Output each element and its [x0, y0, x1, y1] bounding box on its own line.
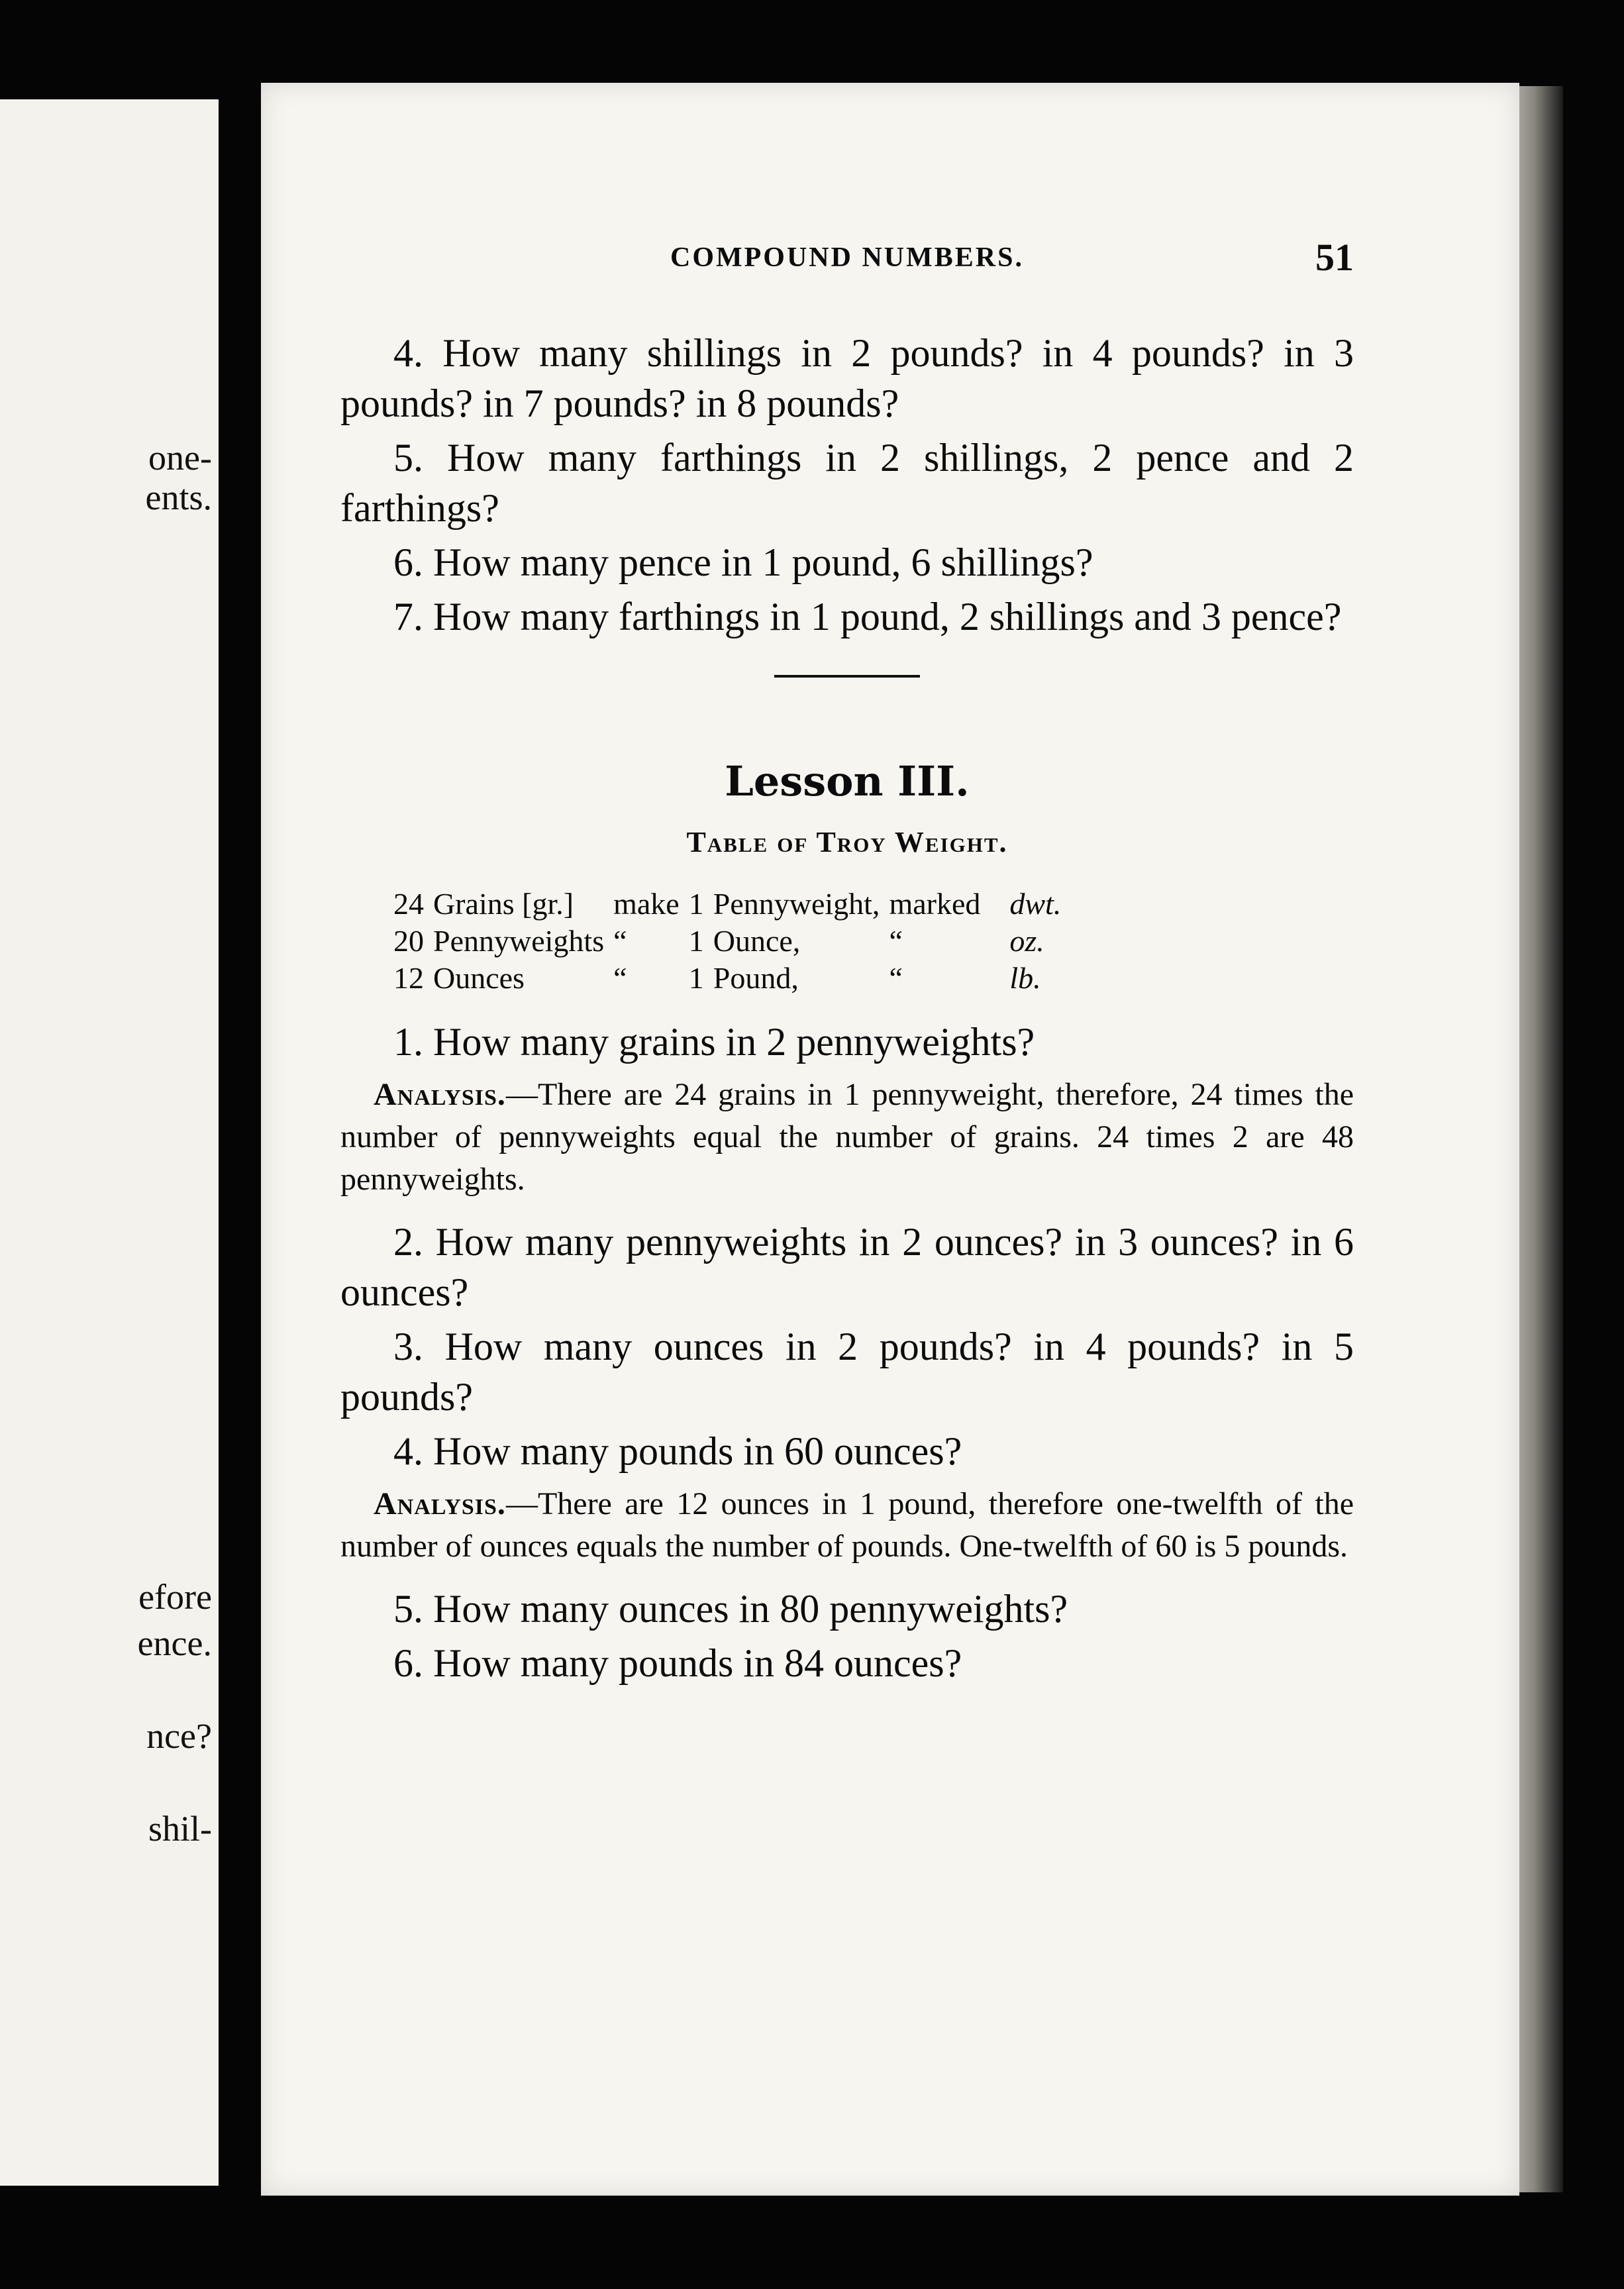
- table-cell-unit: Ounces: [433, 961, 525, 995]
- analysis-label: Analysis.: [374, 1486, 506, 1521]
- analysis-label: Analysis.: [374, 1077, 506, 1112]
- table-cell-mark: marked: [889, 887, 981, 921]
- page-content: [340, 235, 1354, 1692]
- table-cell-verb: “: [613, 924, 627, 958]
- question-item: 1. How many grains in 2 pennyweights?: [393, 1020, 1035, 1064]
- table-row: [393, 923, 1070, 960]
- table-cell-abbr: lb.: [1009, 961, 1041, 995]
- table-cell-result: Ounce,: [713, 924, 801, 958]
- table-title: Table of Troy Weight.: [686, 826, 1008, 858]
- right-page: [261, 83, 1519, 2196]
- question-item: 5. How many farthings in 2 shillings, 2 pence and 2 farthings?: [340, 436, 1354, 530]
- analysis-text: —There are 24 grains in 1 pennyweight, therefore, 24 times the number of pennyweights equal the number of grains. 24 times 2 are 48 pennyweights.: [340, 1077, 1354, 1197]
- table-cell-qty: 20: [393, 924, 424, 958]
- book-gutter: [219, 93, 261, 2212]
- question-item: 4. How many pounds in 60 ounces?: [393, 1429, 962, 1473]
- table-cell-mark: “: [889, 961, 903, 995]
- question-item: 6. How many pounds in 84 ounces?: [393, 1641, 962, 1685]
- left-page: [0, 99, 219, 2186]
- left-page-fragment: shil-: [148, 1809, 212, 1849]
- table-cell-result: Pound,: [713, 961, 799, 995]
- left-page-fragment: one-: [148, 438, 212, 478]
- section-divider: [774, 675, 920, 678]
- table-cell-abbr: dwt.: [1009, 887, 1062, 921]
- table-cell-abbr: oz.: [1009, 924, 1044, 958]
- table-cell-verb: “: [613, 961, 627, 995]
- table-cell-unit: Grains [gr.]: [433, 887, 574, 921]
- page-number: 51: [1315, 236, 1354, 279]
- table-cell-qty: 24: [393, 887, 424, 921]
- table-cell-unit: Pennyweights: [433, 924, 605, 958]
- troy-weight-table: [393, 886, 1070, 997]
- left-page-fragment: efore: [138, 1577, 212, 1617]
- table-cell-mark: “: [889, 924, 903, 958]
- left-page-fragment: ence.: [137, 1623, 212, 1663]
- analysis-text: —There are 12 ounces in 1 pound, therefore one-twelfth of the number of ounces equals the number of pounds. One-twelfth of 60 is 5 pounds.: [340, 1486, 1354, 1564]
- question-item: 4. How many shillings in 2 pounds? in 4 pounds? in 3 pounds? in 7 pounds? in 8 pounds?: [340, 331, 1354, 425]
- question-item: 2. How many pennyweights in 2 ounces? in 3 ounces? in 6 ounces?: [340, 1220, 1354, 1314]
- lesson-title: Lesson III.: [725, 757, 970, 805]
- running-head: [340, 235, 1354, 288]
- question-item: 3. How many ounces in 2 pounds? in 4 pounds? in 5 pounds?: [340, 1325, 1354, 1419]
- question-item: 5. How many ounces in 80 pennyweights?: [393, 1587, 1068, 1631]
- analysis-paragraph: [340, 1074, 1354, 1201]
- table-cell-verb: make: [613, 887, 680, 921]
- analysis-paragraph: [340, 1483, 1354, 1568]
- table-cell-one: 1: [688, 924, 704, 958]
- question-item: 6. How many pence in 1 pound, 6 shillings?: [393, 540, 1093, 584]
- table-row: [393, 886, 1070, 923]
- left-page-fragment: nce?: [146, 1716, 212, 1756]
- left-page-fragment: ents.: [145, 478, 212, 517]
- table-cell-qty: 12: [393, 961, 424, 995]
- question-item: 7. How many farthings in 1 pound, 2 shillings and 3 pence?: [393, 595, 1342, 638]
- table-cell-one: 1: [688, 961, 704, 995]
- running-title: COMPOUND NUMBERS.: [670, 242, 1024, 273]
- table-cell-result: Pennyweight,: [713, 887, 880, 921]
- table-cell-one: 1: [688, 887, 704, 921]
- table-row: [393, 960, 1070, 997]
